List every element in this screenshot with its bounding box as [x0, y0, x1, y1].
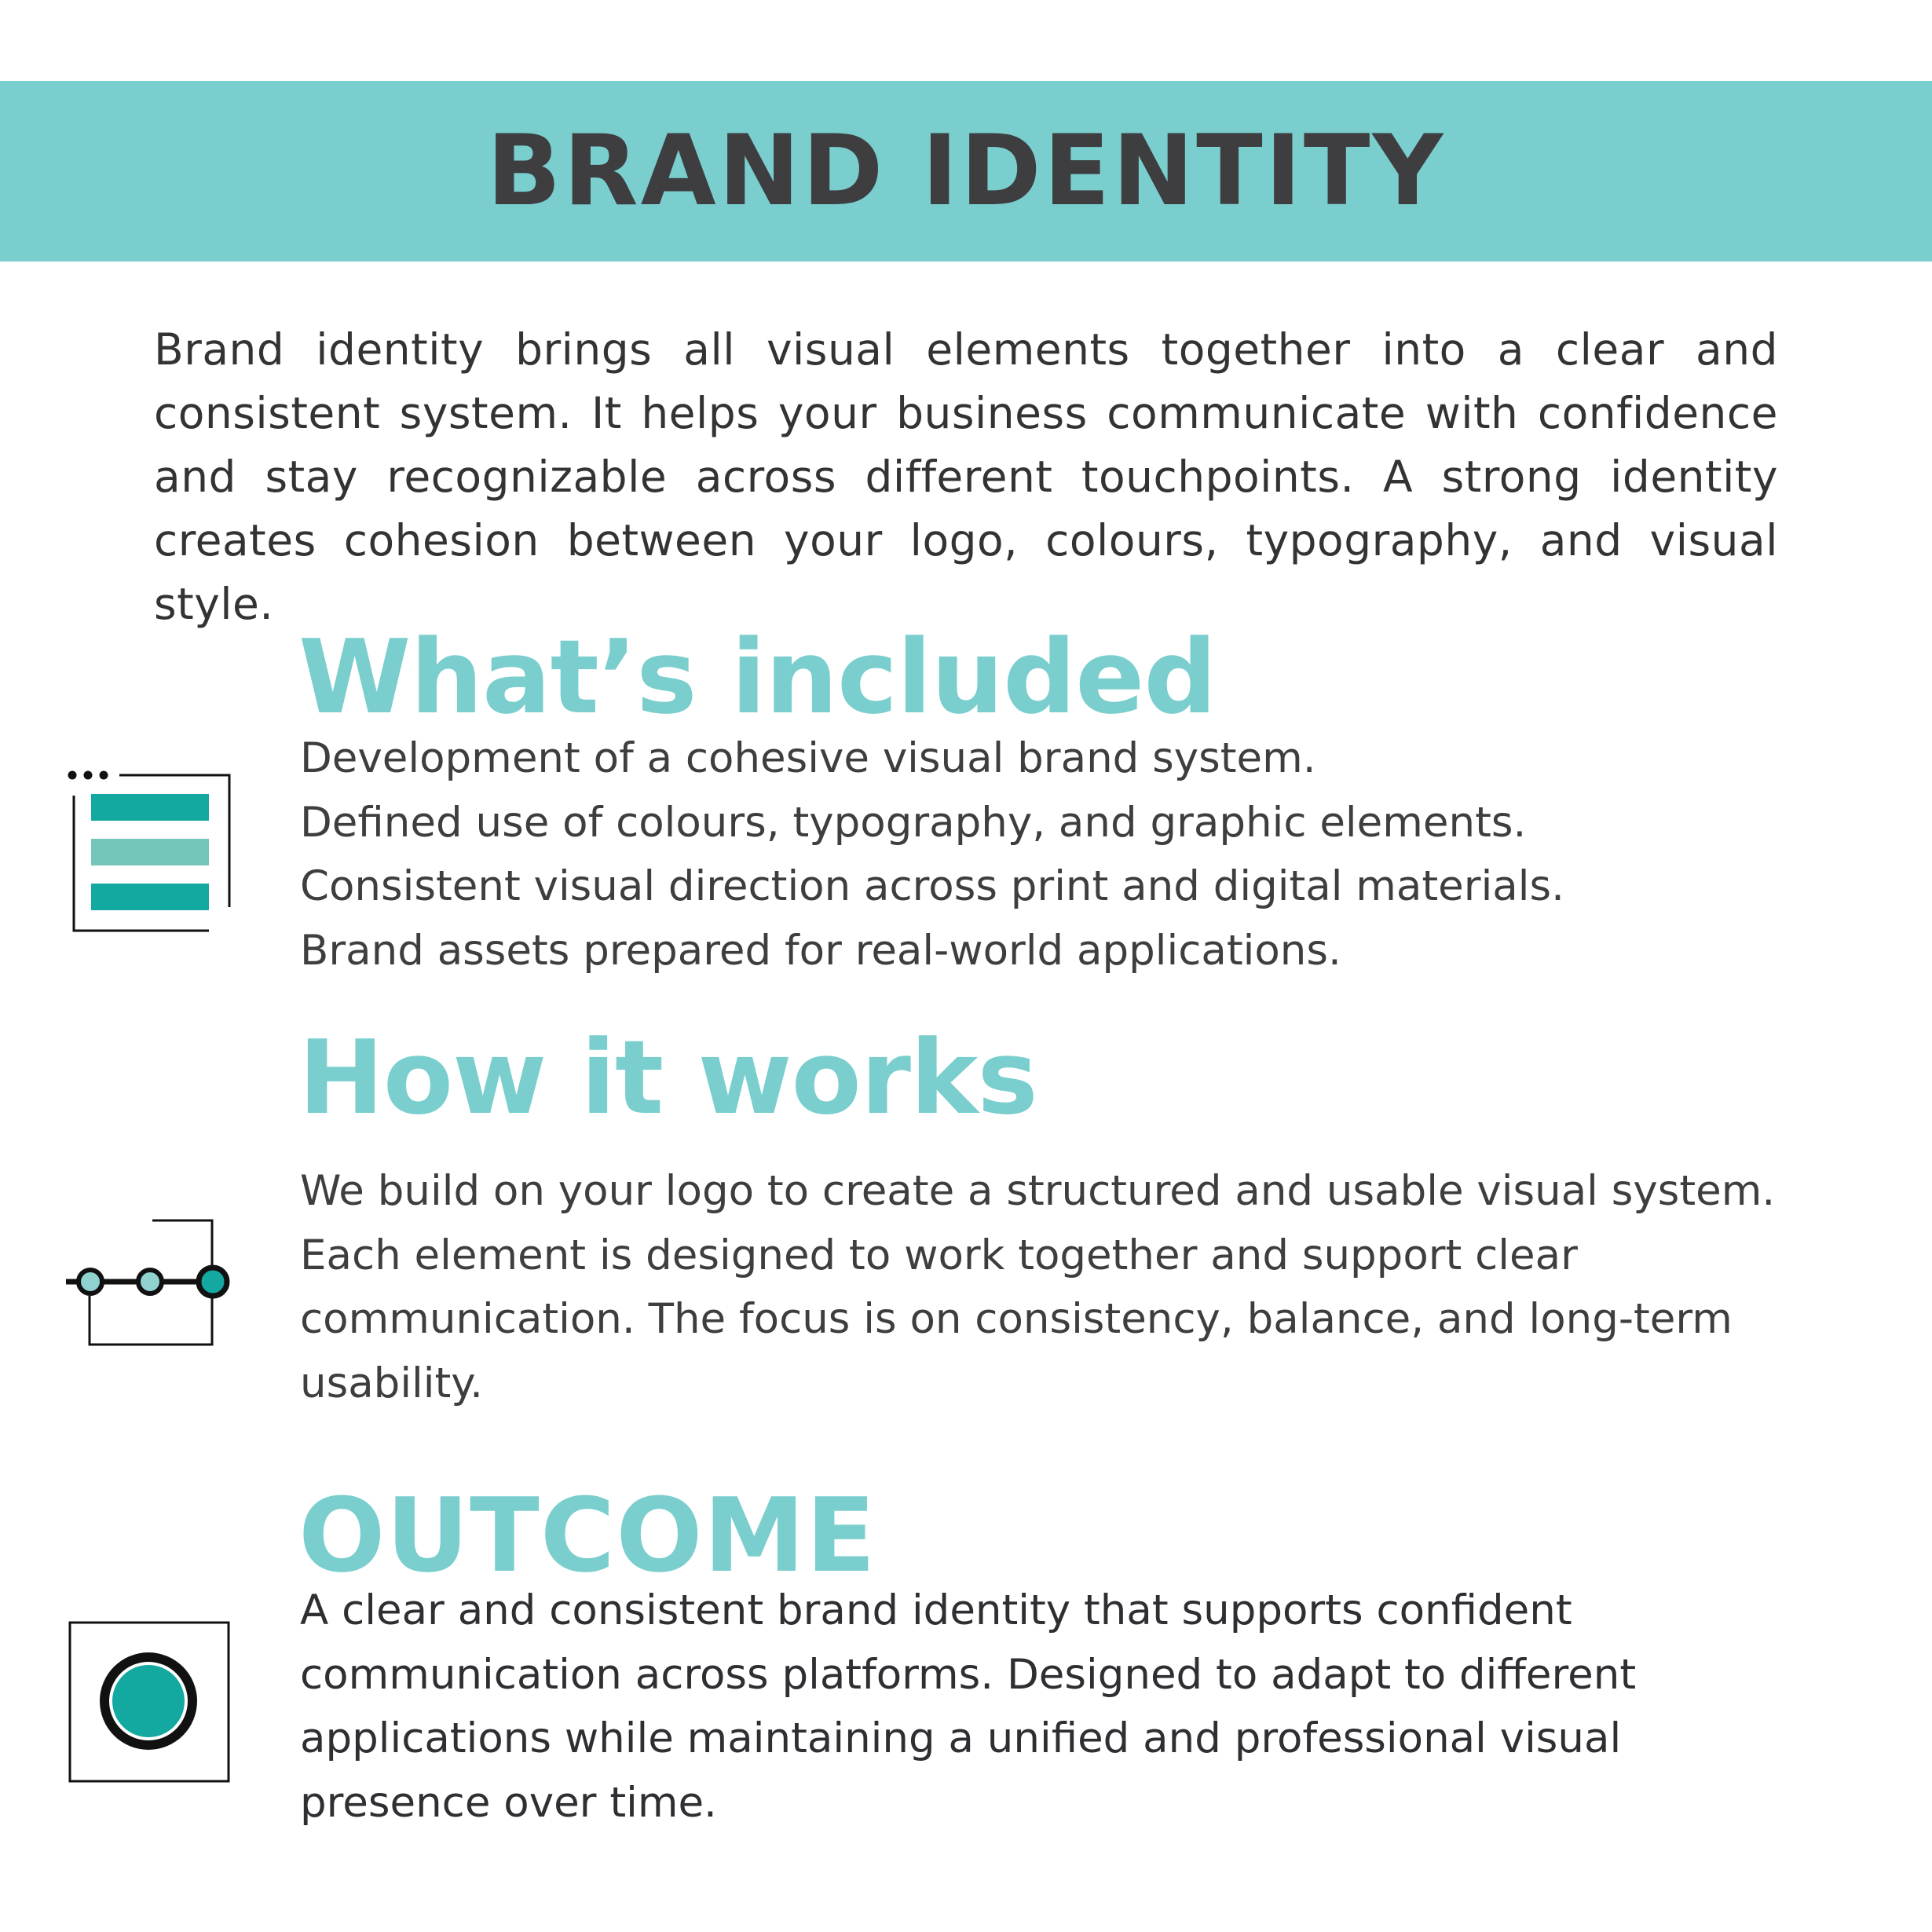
section-title-included: What’s included	[298, 617, 1217, 737]
section-title-how: How it works	[298, 1018, 1037, 1137]
included-list	[300, 726, 1564, 982]
list-item: Consistent visual direction across print and digital materials.	[300, 862, 1564, 910]
list-item: Brand assets prepared for real-world applications.	[300, 926, 1341, 975]
intro-paragraph: Brand identity brings all visual elements together into a clear and consistent system. It helps your business communicate with confidence and stay recognizable across different touchpoints. A strong identity creates cohesion between your logo, colours, typography, and visual style.	[154, 324, 1778, 629]
outcome-paragraph: A clear and consistent brand identity that supports confident communication across platforms. Designed to adapt to different applications while maintaining a unified and professional visual presence over time.	[300, 1586, 1637, 1827]
target-circle-icon	[68, 1620, 232, 1785]
title-banner	[0, 81, 1932, 262]
list-item: Development of a cohesive visual brand system.	[300, 734, 1316, 782]
menu-list-icon	[66, 766, 239, 939]
list-item: Defined use of colours, typography, and graphic elements.	[300, 798, 1527, 847]
how-paragraph: We build on your logo to create a structured and usable visual system. Each element is designed to work together and support clear communication. The focus is on consistency, balance, and long-term usability.	[300, 1167, 1776, 1407]
process-steps-icon	[66, 1217, 239, 1351]
section-title-outcome: OUTCOME	[298, 1476, 876, 1595]
page-title: BRAND IDENTITY	[486, 115, 1446, 228]
